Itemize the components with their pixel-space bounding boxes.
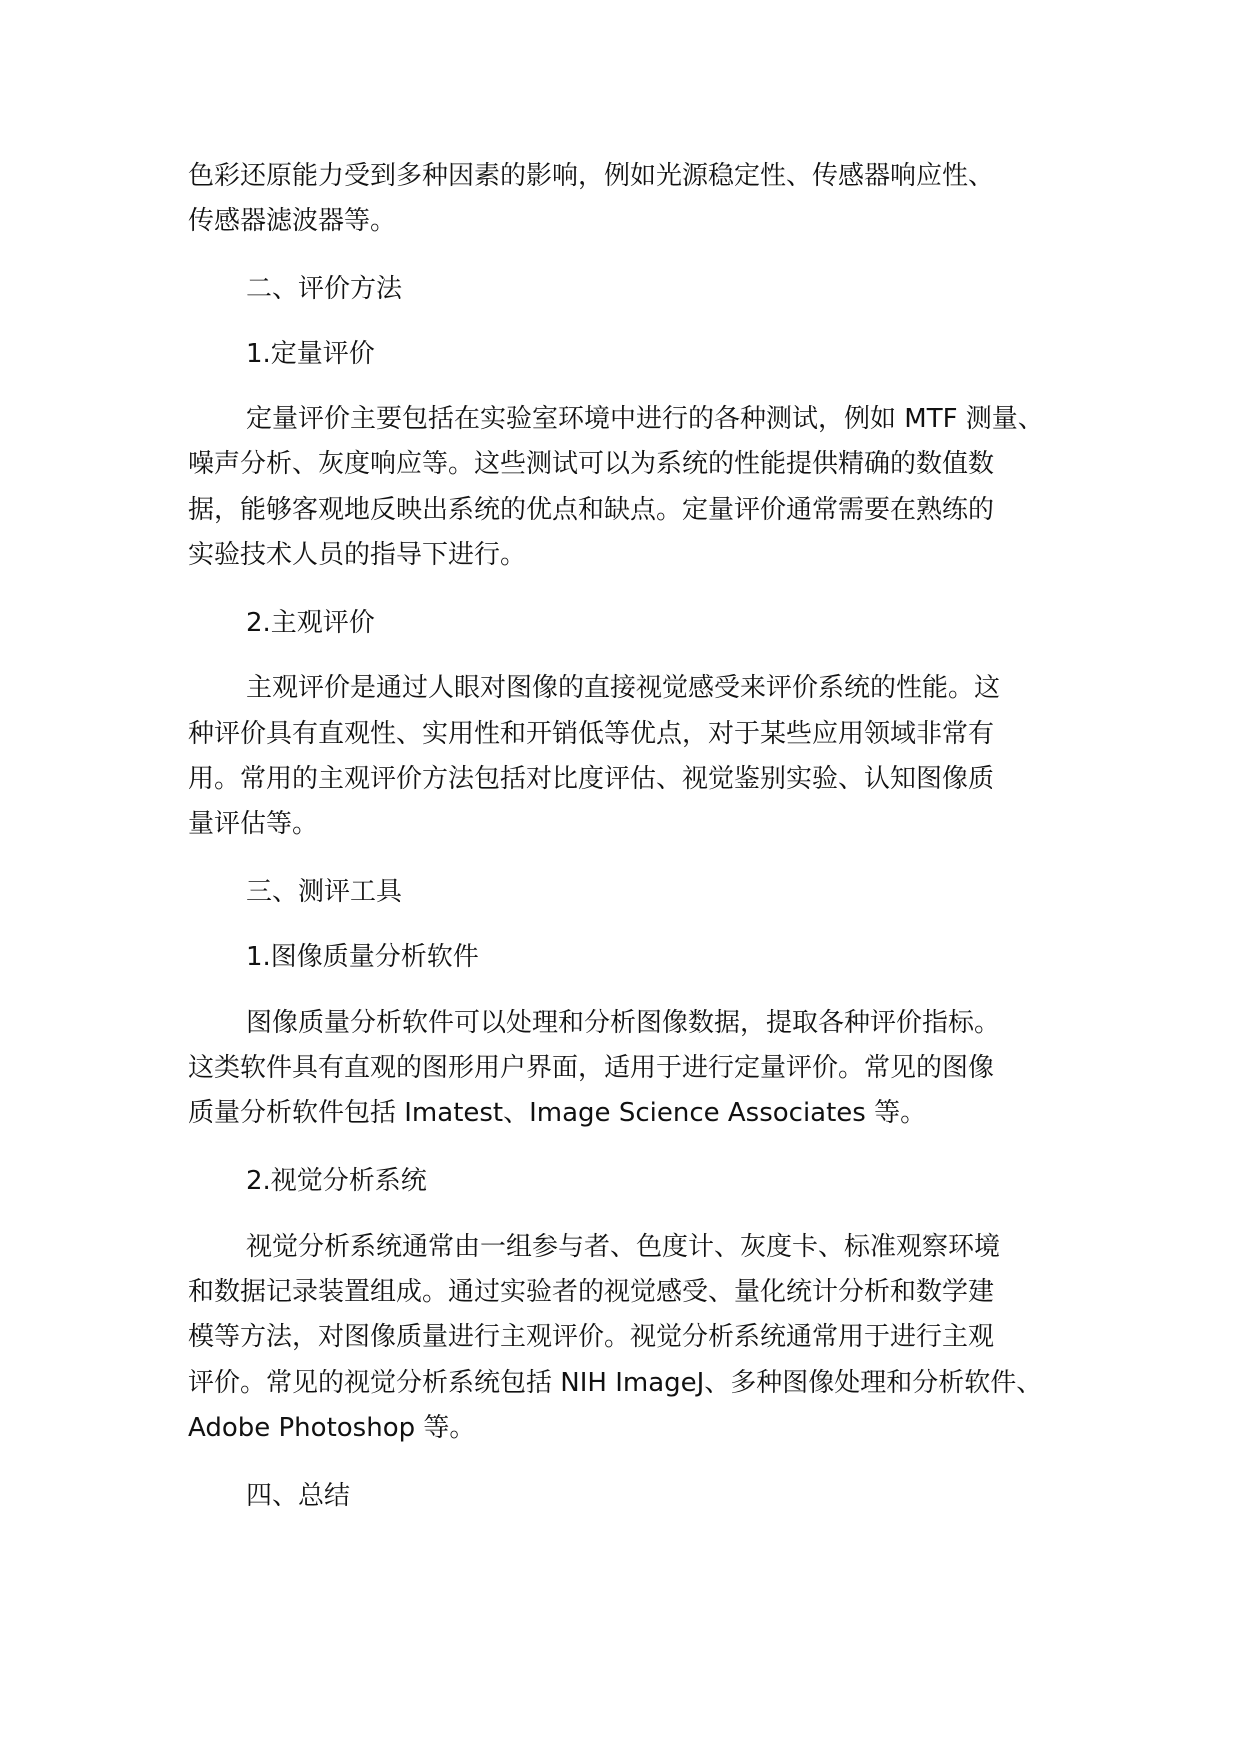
paragraph-line: 种评价具有直观性、实用性和开销低等优点，对于某些应用领域非常有 (188, 719, 995, 749)
subsection-heading: 2.主观评价 (246, 608, 375, 638)
paragraph-line: 实验技术人员的指导下进行。 (188, 540, 527, 570)
paragraph-line: 这类软件具有直观的图形用户界面，适用于进行定量评价。常见的图像 (188, 1053, 995, 1083)
paragraph-line: 主观评价是通过人眼对图像的直接视觉感受来评价系统的性能。这 (246, 673, 1001, 703)
paragraph-line: Adobe Photoshop 等。 (188, 1413, 476, 1443)
subsection-heading: 1.定量评价 (246, 339, 375, 369)
paragraph-line: 量评估等。 (188, 809, 319, 839)
paragraph-line: 图像质量分析软件可以处理和分析图像数据，提取各种评价指标。 (246, 1008, 1001, 1038)
paragraph-line: 传感器滤波器等。 (188, 206, 397, 236)
paragraph-line: 质量分析软件包括 Imatest、Image Science Associates 等。 (188, 1098, 927, 1128)
section-heading: 四、总结 (246, 1481, 351, 1511)
paragraph-line: 评价。常见的视觉分析系统包括 NIH ImageJ、多种图像处理和分析软件、 (188, 1368, 1043, 1398)
paragraph-line: 噪声分析、灰度响应等。这些测试可以为系统的性能提供精确的数值数 (188, 449, 995, 479)
paragraph-line: 视觉分析系统通常由一组参与者、色度计、灰度卡、标准观察环境 (246, 1232, 1001, 1262)
paragraph-line: 用。常用的主观评价方法包括对比度评估、视觉鉴别实验、认知图像质 (188, 764, 995, 794)
paragraph-line: 色彩还原能力受到多种因素的影响，例如光源稳定性、传感器响应性、 (188, 161, 995, 191)
subsection-heading: 2.视觉分析系统 (246, 1166, 427, 1196)
paragraph-line: 模等方法，对图像质量进行主观评价。视觉分析系统通常用于进行主观 (188, 1322, 995, 1352)
section-heading: 三、测评工具 (246, 877, 403, 907)
paragraph-line: 和数据记录装置组成。通过实验者的视觉感受、量化统计分析和数学建 (188, 1277, 995, 1307)
section-heading: 二、评价方法 (246, 274, 403, 304)
paragraph-line: 定量评价主要包括在实验室环境中进行的各种测试，例如 MTF 测量、 (246, 404, 1044, 434)
paragraph-line: 据，能够客观地反映出系统的优点和缺点。定量评价通常需要在熟练的 (188, 495, 995, 525)
subsection-heading: 1.图像质量分析软件 (246, 942, 479, 972)
